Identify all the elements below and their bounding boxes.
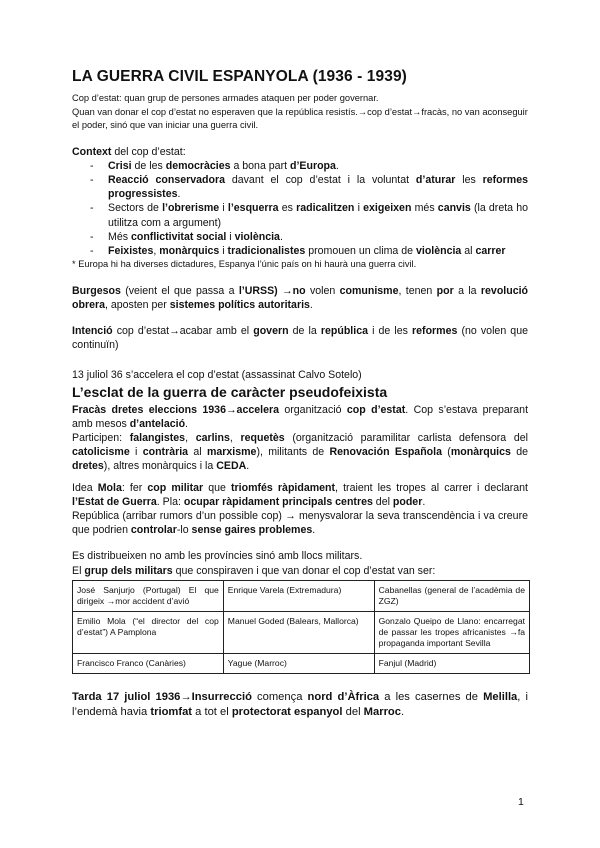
intro-note: Quan van donar el cop d’estat no esperaven que la república resistís.→cop d’estat→fracàs, no van aconseguir el poder, sinó que van iniciar una guerra civil. [72, 106, 528, 130]
page-number: 1 [518, 796, 524, 808]
table-cell: Emilio Mola (“el director del cop d’estat”) A Pamplona [73, 611, 224, 653]
table-cell: Enrique Varela (Extremadura) [223, 580, 374, 611]
document-title: LA GUERRA CIVIL ESPANYOLA (1936 - 1939) [72, 68, 407, 85]
table-cell: Francisco Franco (Canàries) [73, 653, 224, 673]
intencio-paragraph: Intenció cop d’estat→acabar amb el govern de la república i de les reformes (no volen que continuïn) [72, 325, 528, 352]
table-cell: Gonzalo Queipo de Llano: encarregat de passar les tropes africanistes →fa propaganda important Sevilla [374, 611, 529, 653]
distribueixen-line: Es distribueixen no amb les províncies sinó amb llocs militars. [72, 550, 363, 563]
intro-definition: Cop d’estat: quan grup de persones armades ataquen per poder governar. [72, 93, 379, 103]
section-title: L’esclat de la guerra de caràcter pseudofeixista [72, 383, 388, 400]
generals-table [72, 580, 530, 674]
context-item: - Reacció conservadora davant el cop d’estat i la voluntat d’aturar les reformes progressistes. [90, 173, 528, 201]
republica-paragraph: República (arribar rumors d’un possible cop) → menysvalorar la seva transcendència i va creure que podrien controlar-lo sense gaires problemes. [72, 510, 528, 537]
burgesos-paragraph: Burgesos (veient el que passa a l’URSS) →no volen comunisme, tenen por a la revolució obrera, aposten per sistemes polítics autoritaris. [72, 284, 529, 311]
table-row [73, 611, 530, 653]
context-item: - Feixistes, monàrquics i tradicionalistes promouen un clima de violència al carrer [90, 244, 528, 258]
table-cell: Cabanellas (general de l’acadèmia de ZGZ) [374, 580, 529, 611]
table-cell: Yague (Marroc) [223, 653, 374, 673]
table-cell: Manuel Goded (Balears, Mallorca) [223, 611, 374, 653]
context-footnote: * Europa hi ha diverses dictadures, Espanya l’únic país on hi haurà una guerra civil. [72, 259, 417, 270]
context-item: - Crisi de les democràcies a bona part d’Europa. [90, 159, 528, 173]
context-heading: Context del cop d’estat: [72, 145, 186, 158]
document-page [72, 68, 528, 720]
date-line: 13 juliol 36 s’accelera el cop d’estat (assassinat Calvo Sotelo) [72, 369, 362, 382]
table-row [73, 653, 530, 673]
tarda-paragraph: Tarda 17 juliol 1936→Insurrecció comença nord d’Àfrica a les casernes de Melilla, i l’endemà havia triomfat a tot el protectorat espanyol del Marroc. [72, 690, 528, 718]
participen-paragraph: Participen: falangistes, carlins, requetès (organització paramilitar carlista defensora del catolicisme i contrària al marxisme), militants de Renovación Española (monàrquics de dretes), altres monàrquics i la CEDA. [72, 432, 528, 473]
table-cell: José Sanjurjo (Portugal) El que dirigeix →mor accident d’avió [73, 580, 224, 611]
table-row [73, 580, 530, 611]
fracas-paragraph: Fracàs dretes eleccions 1936→accelera organització cop d’estat. Cop s’estava preparant amb mesos d’antelació. [72, 403, 529, 430]
context-item: - Més conflictivitat social i violència. [90, 230, 528, 244]
grup-militars-line: El grup dels militars que conspiraven i que van donar el cop d’estat van ser: [72, 564, 436, 577]
context-item: - Sectors de l’obrerisme i l’esquerra es radicalitzen i exigeixen més canvis (la dreta ho utilitza com a argument) [90, 201, 528, 229]
context-list [72, 159, 528, 258]
mola-paragraph: Idea Mola: fer cop militar que triomfés ràpidament, traient les tropes al carrer i declarant l’Estat de Guerra. Pla: ocupar ràpidament principals centres del poder. [72, 481, 529, 508]
table-cell: Fanjul (Madrid) [374, 653, 529, 673]
